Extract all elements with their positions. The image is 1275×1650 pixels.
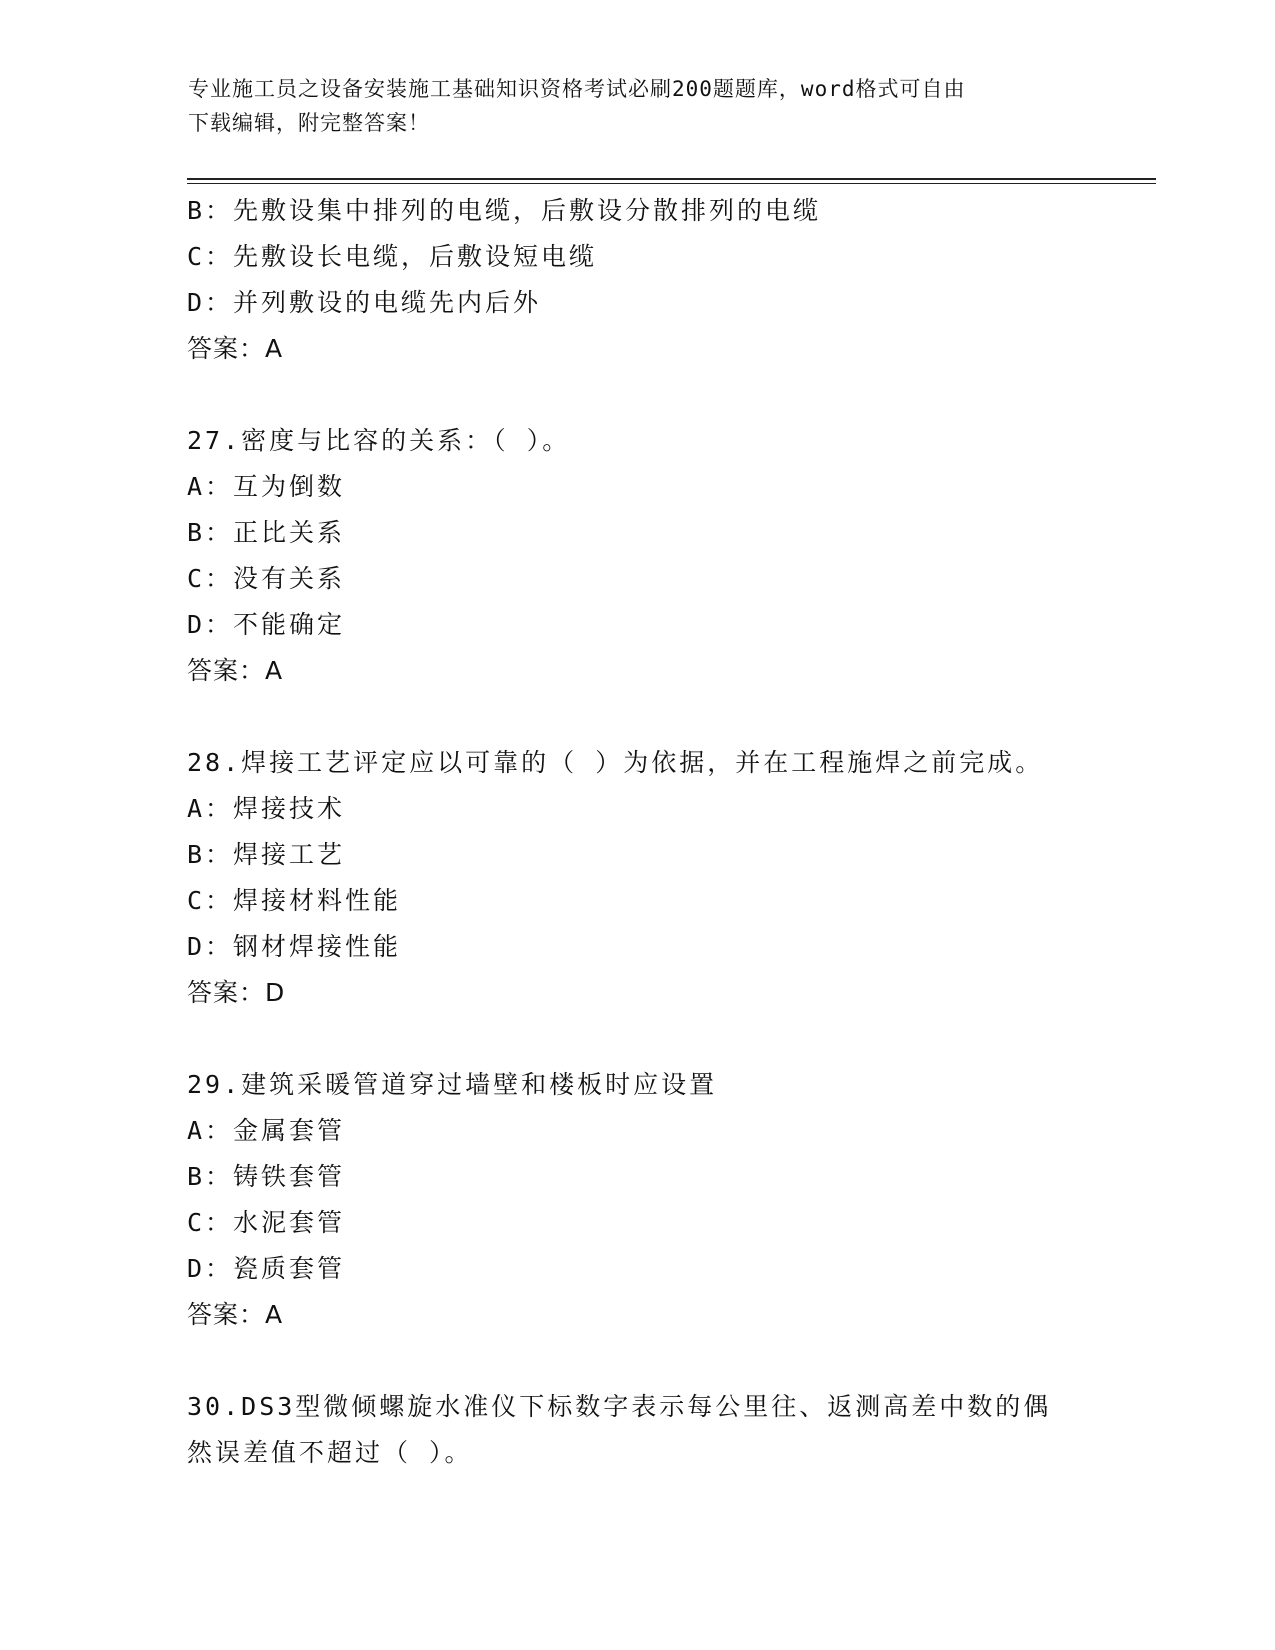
option-c: C：没有关系 [187,564,346,593]
option-b: B：焊接工艺 [187,840,346,869]
answer-line: 答案：A [187,1300,284,1329]
question-26-continued [187,188,1087,372]
spacer [187,1016,1087,1062]
option-b: B：铸铁套管 [187,1162,346,1191]
option-d: D：不能确定 [187,610,346,639]
spacer [187,1338,1087,1384]
option-d: D：钢材焊接性能 [187,932,402,961]
option-c: C：先敷设长电缆，后敷设短电缆 [187,242,598,271]
question-content [187,188,1087,1476]
question-stem: 29.建筑采暖管道穿过墙壁和楼板时应设置 [187,1070,718,1099]
question-29 [187,1062,1087,1338]
question-stem-line-2: 然误差值不超过（ ）。 [187,1438,473,1467]
option-b: B：正比关系 [187,518,346,547]
option-c: C：水泥套管 [187,1208,346,1237]
header-title-line-1: 专业施工员之设备安装施工基础知识资格考试必刷200题题库，word格式可自由 [188,77,966,101]
spacer [187,694,1087,740]
answer-line: 答案：D [187,978,286,1007]
question-27 [187,418,1087,694]
question-30 [187,1384,1087,1476]
question-stem: 27.密度与比容的关系：（ ）。 [187,426,571,455]
header-divider-thick [187,178,1156,180]
answer-line: 答案：A [187,656,284,685]
header-title-line-2: 下载编辑，附完整答案！ [188,111,430,135]
option-c: C：焊接材料性能 [187,886,402,915]
option-a: A：焊接技术 [187,794,346,823]
option-a: A：金属套管 [187,1116,346,1145]
question-stem-line-1: 30.DS3型微倾螺旋水准仪下标数字表示每公里往、返测高差中数的偶 [187,1392,1052,1421]
page-header [188,72,1068,140]
question-28 [187,740,1087,1016]
option-d: D：瓷质套管 [187,1254,346,1283]
answer-line: 答案：A [187,334,284,363]
header-divider-thin [187,183,1156,184]
option-a: A：互为倒数 [187,472,346,501]
spacer [187,372,1087,418]
question-stem: 28.焊接工艺评定应以可靠的（ ）为依据，并在工程施焊之前完成。 [187,748,1044,777]
option-d: D：并列敷设的电缆先内后外 [187,288,542,317]
option-b: B：先敷设集中排列的电缆，后敷设分散排列的电缆 [187,196,822,225]
